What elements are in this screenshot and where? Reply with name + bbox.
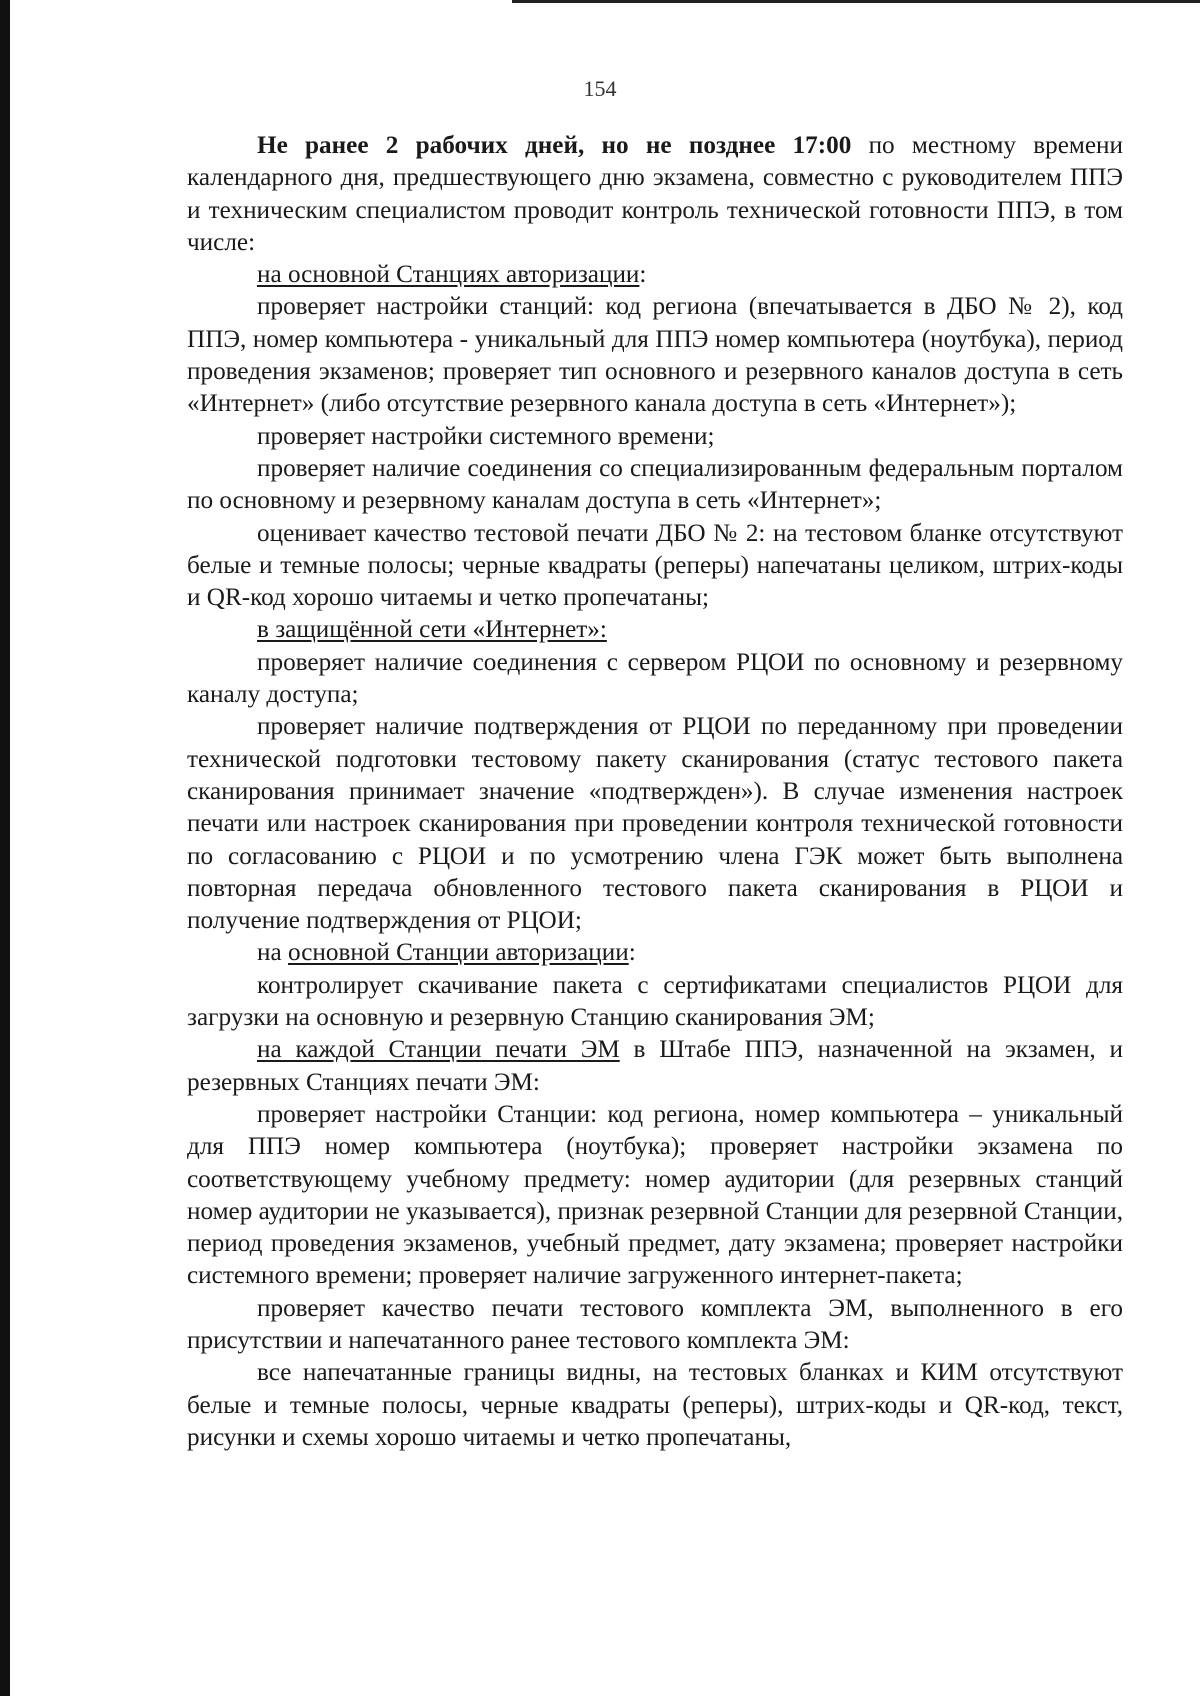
section-heading-main-auth-station: на основной Станции авторизации: [257, 939, 636, 967]
paragraph-rcoi-connection: проверяет наличие соединения с сервером РЦОИ по основному и резервному каналу доступа; [187, 648, 1123, 709]
paragraph-rcoi-confirmation: проверяет наличие подтверждения от РЦОИ по переданному при проведении технической подготовки тестовому пакету сканирования (статус тестового пакета сканирования принимает значение «подтвержден»). В случае изменения настроек печати или настроек сканирования при проведении контроля технической готовности по согласованию с РЦОИ и по усмотрению члена ГЭК может быть выполнена повторная передача обновленного тестового пакета сканирования в РЦОИ и получение подтверждения от РЦОИ; [187, 713, 1123, 935]
deadline-bold-text: Не ранее 2 рабочих дней, но не позднее 17:00 [257, 132, 852, 159]
scan-left-edge [0, 0, 10, 1696]
paragraph-station-settings: проверяет настройки станций: код региона (впечатывается в ДБО № 2), код ППЭ, номер компьютера - уникальный для ППЭ номер компьютера (ноутбука), период проведения экзаменов; проверяет тип основного и резервного каналов доступа в сеть «Интернет» (либо отсутствие резервного канала доступа в сеть «Интернет»); [187, 293, 1123, 418]
section-heading-print-stations: на каждой Станции печати ЭМ в Штабе ППЭ, назначенной на экзамен, и резервных Станциях печати ЭМ: [187, 1036, 1123, 1096]
paragraph-print-station-settings: проверяет настройки Станции: код региона, номер компьютера – уникальный для ППЭ номер компьютера (ноутбука); проверяет настройки экзамена по соответствующему учебному предмету: номер аудитории (для резервных станций номер аудитории не указывается), признак резервной Станции для резервной Станции, период проведения экзаменов, учебный предмет, дату экзамена; проверяет настройки системного времени; проверяет наличие загруженного интернет-пакета; [187, 1100, 1123, 1290]
paragraph-certificates-download: контролирует скачивание пакета с сертификатами специалистов РЦОИ для загрузки на основную и резервную Станцию сканирования ЭМ; [187, 971, 1123, 1032]
paragraph-test-kit-quality: проверяет качество печати тестового комплекта ЭМ, выполненного в его присутствии и напечатанного ранее тестового комплекта ЭМ: [187, 1294, 1123, 1354]
paragraph-1 [187, 130, 1123, 259]
paragraph-system-time: проверяет настройки системного времени; [257, 422, 715, 450]
paragraph-test-print-quality: оценивает качество тестовой печати ДБО № 2: на тестовом бланке отсутствуют белые и темные полосы; черные квадраты (реперы) напечатаны целиком, штрих-коды и QR-код хорошо читаемы и четко пропечатаны; [187, 519, 1123, 612]
document-body [187, 130, 1123, 1454]
page-number: 154 [583, 76, 617, 101]
section-heading-auth-stations: на основной Станциях авторизации: [257, 261, 647, 289]
top-border-line [512, 0, 1200, 3]
section-heading-secure-network [187, 614, 1123, 646]
underlined-heading: на каждой Станции печати ЭМ [257, 1036, 620, 1064]
underlined-heading: на основной Станциях авторизации [257, 261, 640, 289]
paragraph-print-criteria: все напечатанные границы видны, на тестовых бланках и КИМ отсутствуют белые и темные полосы, черные квадраты (реперы), штрих-коды и QR-код, текст, рисунки и схемы хорошо читаемы и четко пропечатаны, [187, 1359, 1123, 1451]
underlined-heading: основной Станции авторизации [287, 939, 629, 967]
paragraph-1-text: по местному времени календарного дня, предшествующего дню экзамена, совместно с руководителем ППЭ и техническим специалистом проводит контроль технической готовности ППЭ, в том числе: [187, 132, 1123, 256]
underlined-heading: в защищённой сети «Интернет»: [257, 616, 607, 644]
paragraph-portal-connection: проверяет наличие соединения со специализированным федеральным порталом по основному и резервному каналам доступа в сеть «Интернет»; [187, 454, 1123, 515]
